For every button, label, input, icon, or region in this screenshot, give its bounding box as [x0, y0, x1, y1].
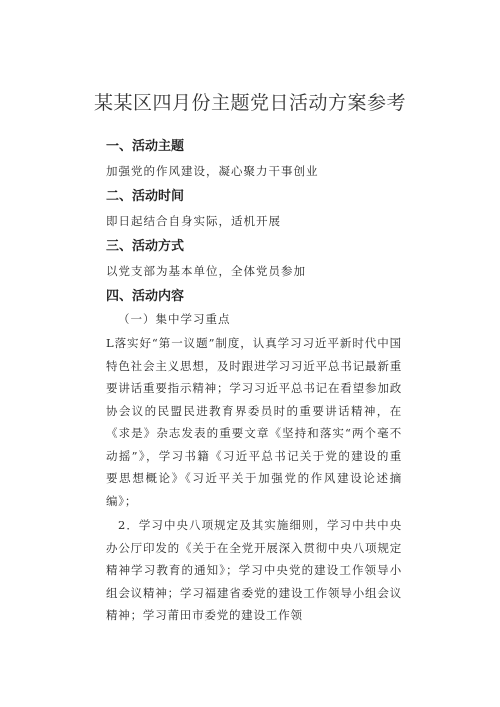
section-text-method: 以党支部为基本单位，全体党员参加 [106, 264, 306, 278]
section-heading-method: 三、活动方式 [106, 239, 185, 254]
document-title: 某某区四月份主题党日活动方案参考 [93, 92, 406, 114]
section-text-theme: 加强党的作风建设，凝心聚力干事创业 [106, 164, 319, 178]
paragraph-study-1: L落实好“第一议题”制度，认真学习习近平新时代中国特色社会主义思想，及时跟进学习习近平总书记最新重要讲话重要指示精神；学习习近平总书记在看望参加政协会议的民盟民进教育界委员时的重要讲话精神，在《求是》杂志发表的重要文章《坚持和落实“两个毫不动摇”》，学习书籍《习近平总书记关于党的建设的重要思想概论》《习近平关于加强党的作风建设论述摘编》； [106, 336, 402, 508]
section-text-time: 即日起结合自身实际，适机开展 [106, 214, 281, 228]
section-heading-content: 四、活动内容 [106, 289, 185, 304]
document-body [106, 138, 402, 629]
section-heading-theme: 一、活动主题 [106, 139, 185, 154]
section-heading-time: 二、活动时间 [106, 189, 185, 204]
subsection-heading-study: （一）集中学习重点 [118, 312, 231, 326]
paragraph-study-2: 2．学习中央八项规定及其实施细则，学习中共中央办公厅印发的《关于在全党开展深入贯彻中央八项规定精神学习教育的通知》；学习中央党的建设工作领导小组会议精神；学习福建省委党的建设工作领导小组会议精神；学习莆田市委党的建设工作领 [106, 518, 402, 622]
